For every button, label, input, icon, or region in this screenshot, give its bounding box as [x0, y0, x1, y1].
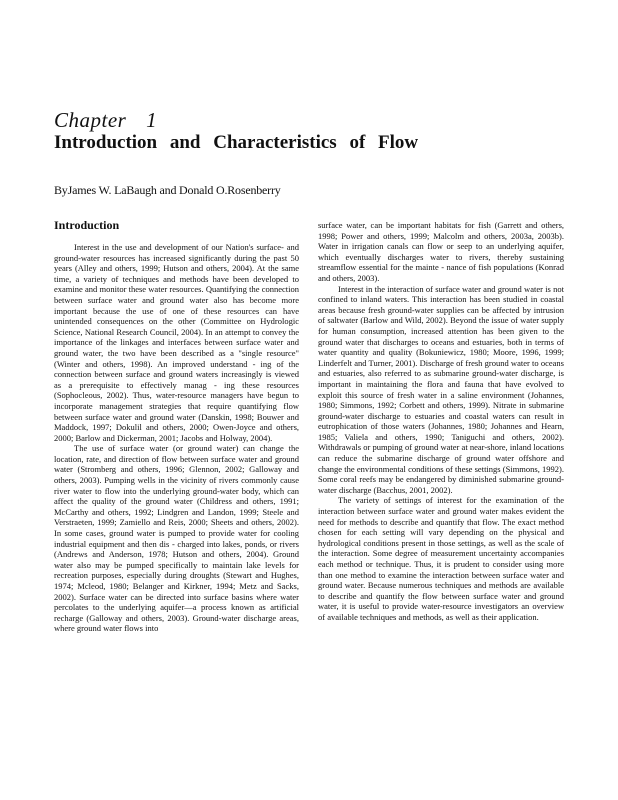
paragraph: The use of surface water (or ground water) can change the location, rate, and direction of flow between surface water and ground water (Stromberg and others, 1996; Glennon, 2002; Galloway and others, 2003). Pumping wells in the vicinity of rivers commonly cause river water to flow into the underlying ground-water body, which can affect the quality of the ground water (Childress and others, 1991; McCarthy and others, 1992; Lindgren and Landon, 1999; Steele and Verstraeten, 1999; Zamiello and Reis, 2000; Sheets and others, 2002). In some cases, ground water is pumped to provide water for cooling industrial equipment and then dis - charged into lakes, ponds, or rivers (Andrews and Anderson, 1978; Hutson and others, 2004). Ground water also may be pumped specifically to maintain lake levels for recreation purposes, especially during droughts (Stewart and Hughes, 1974; Mcleod, 1980; Belanger and Kirkner, 1994; Metz and Sacks, 2002). Surface water can be directed into surface basins where water percolates to the underlying aquifer—a process known as artificial recharge (Galloway and others, 2003). Ground-water discharge areas, where ground water flows into: [54, 443, 299, 634]
chapter-title: Introduction and Characteristics of Flow: [54, 132, 419, 153]
left-column: [54, 218, 299, 634]
chapter-label: Chapter 1: [54, 108, 158, 132]
right-column: [318, 220, 564, 623]
paragraph: The variety of settings of interest for the examination of the interaction between surface water and ground water makes evident the need for methods to describe and quantify that flow. The exact method chosen for each setting will vary depending on the physical and hydrological conditions present in those settings, as well as the scale of the interaction. Some degree of measurement uncertainty accompanies each method or technique. Thus, it is prudent to consider using more than one method to examine the interaction between surface water and ground water. Because numerous techniques and methods are available to describe and quantify the flow between surface water and ground water, it is useful to provide water-resource investigators an overview of available techniques and methods, as well as their application.: [318, 495, 564, 622]
paragraph: surface water, can be important habitats for fish (Garrett and others, 1998; Power and others, 1999; Malcolm and others, 2003a, 2003b). Water in irrigation canals can flow or seep to an underlying aquifer, which eventually discharges water to rivers, thereby sustaining streamflow essential for the mainte - nance of fish populations (Konrad and others, 2003).: [318, 220, 564, 283]
author-byline: ByJames W. LaBaugh and Donald O.Rosenberry: [54, 183, 281, 197]
paragraph: Interest in the interaction of surface water and ground water is not confined to inland waters. This interaction has been studied in coastal areas because fresh ground-water supplies can be affected by intrusion of saltwater (Barlow and Wild, 2002). Beyond the issue of water supply for human consumption, increased attention has been given to the ground water that discharges to oceans and estuaries, both in terms of water quantity and quality (Bokuniewicz, 1980; Moore, 1996, 1999; Linderfelt and Turner, 2001). Discharge of fresh ground water to oceans and estuaries, also referred to as submarine ground-water discharge, is important in maintaining the flora and fauna that have evolved to exploit this source of fresh water in a saline environment (Johannes, 1980; Simmons, 1992; Corbett and others, 1999). Nitrate in submarine ground-water discharge to estuaries and coastal waters can result in eutrophication of those waters (Johannes, 1980; Johannes and Hearn, 1985; Valiela and others, 1990; Taniguchi and others, 2002). Withdrawals or pumping of ground water at near-shore, inland locations can reduce the submarine discharge of ground water offshore and change the environmental conditions of these settings (Simmons, 1992). Some coral reefs may be endangered by diminished submarine ground-water discharge (Bacchus, 2001, 2002).: [318, 283, 564, 495]
paragraph: Interest in the use and development of our Nation's surface- and ground-water resources has increased significantly during the past 50 years (Alley and others, 1999; Hutson and others, 2004). At the same time, a variety of techniques and methods have been developed to examine and monitor these water resources. Quantifying the connection between surface water and ground water also has become more important because the use of one of these resources can have unintended consequences on the other (Committee on Hydrologic Science, National Research Council, 2004). In an attempt to convey the importance of the linkages and interfaces between surface water and ground water, the two have been described as a "single resource" (Winter and others, 1998). An improved understand - ing of the connection between surface and ground waters increasingly is viewed as a prerequisite to effectively manag - ing these resources (Sophocleous, 2002). Thus, water-resource managers have begun to incorporate management strategies that require quantifying flow between surface water and ground water (Danskin, 1998; Bouwer and Maddock, 1997; Dokulil and others, 2000; Owen-Joyce and others, 2000; Barlow and Dickerman, 2001; Jacobs and Holway, 2004).: [54, 242, 299, 443]
section-heading: Introduction: [54, 218, 120, 232]
